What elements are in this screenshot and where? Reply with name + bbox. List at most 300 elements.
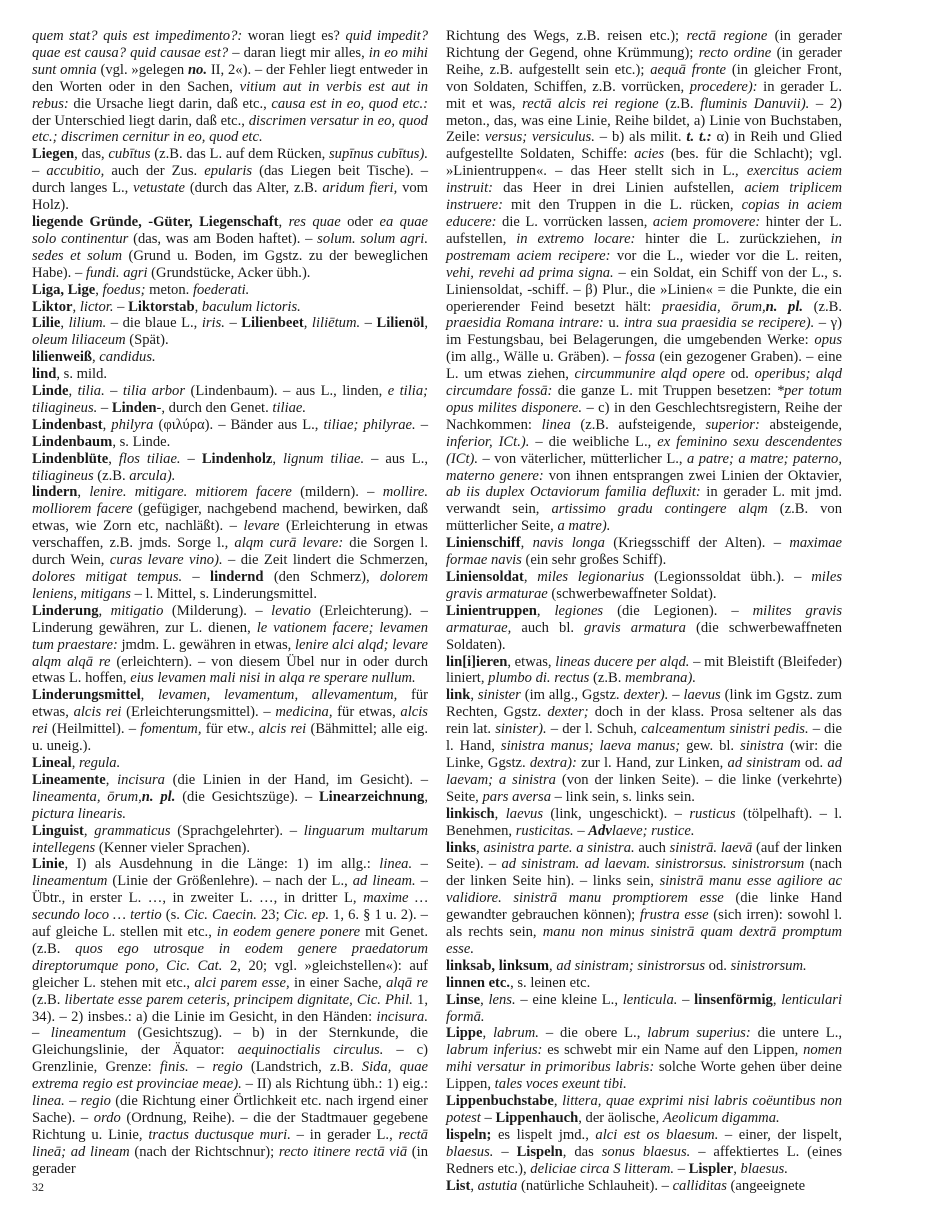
entry-text: (s. <box>161 907 184 924</box>
latin-term: alci est os blaesum. <box>595 1126 719 1143</box>
entry-text: – l. Mittel, s. Linderungsmittel. <box>130 585 317 602</box>
latin-term: linea. <box>379 856 413 873</box>
dictionary-entry <box>32 772 428 823</box>
entry-text: , <box>102 416 112 433</box>
entry-text: – <box>493 1143 517 1160</box>
entry-text: in gerader L. mit jmd. verwandt sein, <box>446 484 842 518</box>
latin-term: ad lineam. <box>352 873 416 890</box>
headword: Linden <box>111 399 157 416</box>
latin-term: sinister <box>477 687 521 704</box>
entry-text: (Heilmittel). – <box>47 721 141 738</box>
entry-text: (die Gesichtszüge). – <box>175 788 319 805</box>
entry-text: (link, ungeschickt). – <box>543 805 690 822</box>
entry-text: – <box>360 315 377 332</box>
headword: lilienweiß <box>32 349 92 366</box>
latin-term: grammaticus <box>94 822 171 839</box>
entry-text: woran liegt es? <box>242 28 346 44</box>
entry-text: – <box>224 315 242 332</box>
latin-term: recto ordine <box>698 44 772 61</box>
latin-term: lignum tiliae. <box>283 450 365 467</box>
headword: lindern <box>32 484 78 501</box>
latin-term: miles gravis armaturae <box>446 569 842 602</box>
entry-text: (tölpelhaft). – l. Benehmen, <box>446 805 842 839</box>
latin-term: medicina, <box>275 704 333 721</box>
latin-term: pars aversa <box>482 788 551 805</box>
latin-term: maxime … secundo loco … tertio <box>32 890 428 924</box>
latin-term: incisura <box>117 771 165 788</box>
entry-text: , <box>72 298 80 315</box>
latin-term: deliciae circa S litteram. <box>530 1160 675 1177</box>
latin-term: manu non minus sinistrā quam dextrā promptum esse. <box>446 924 842 957</box>
latin-term: dexter; <box>547 704 589 721</box>
entry-text: – <box>480 1110 496 1126</box>
latin-term: levatio <box>271 602 311 619</box>
entry-text: – <box>188 1059 213 1076</box>
dictionary-entry <box>32 299 428 316</box>
latin-term: regula. <box>79 754 121 771</box>
latin-term: epularis <box>204 163 253 180</box>
latin-term: aridum fieri, <box>322 180 398 197</box>
headword: lindernd <box>210 569 264 585</box>
latin-term: res quae <box>288 213 341 230</box>
latin-term: in eo mihi sunt omnia <box>32 44 428 78</box>
headword: linnen etc. <box>446 974 511 991</box>
entry-text: (durch das Alter, z.B. <box>185 180 323 197</box>
left-column <box>32 28 428 1176</box>
latin-term: calliditas <box>672 1177 727 1194</box>
entry-text: – einer, der lispelt, <box>718 1126 842 1143</box>
latin-term: littera, quae exprimi nisi labris coëuntibus non potest <box>446 1093 842 1126</box>
entry-text: , etwas, <box>507 653 556 670</box>
latin-term: sonus blaesus. <box>601 1143 691 1160</box>
entry-text: (Bähmittel; alle eig. u. uneig.). <box>32 721 428 755</box>
dictionary-entry <box>446 992 842 1026</box>
entry-text: – <box>677 991 695 1008</box>
headword: Liktorstab <box>128 298 195 315</box>
entry-text: – <box>412 856 428 873</box>
entry-text: -, durch den Genet. <box>156 399 273 416</box>
entry-text: es schwebt mir ein Name auf den Lippen, <box>542 1042 804 1059</box>
latin-term: le vationem facere; levamen tum praestare: <box>32 619 429 653</box>
entry-text: 1, 6. § 1 u. 2). – auf gleiche L. stellen mit etc., <box>32 907 428 941</box>
entry-text: (Legionssoldat übh.). – <box>644 569 812 585</box>
entry-text: , <box>98 602 111 619</box>
dictionary-entry <box>32 28 428 146</box>
latin-term: alqm curā levare: <box>234 535 344 552</box>
entry-text: , <box>303 315 312 332</box>
entry-text: – <box>415 416 428 433</box>
latin-term: rusticus <box>689 805 736 822</box>
dictionary-entry <box>32 687 428 755</box>
entry-text: , <box>108 450 119 467</box>
grammar-marker: Adv <box>588 822 612 839</box>
entry-text: für etwas, <box>32 687 429 721</box>
entry-text: (Grund u. Boden, im Ggstz. zu der beweglichen Habe). – <box>32 247 428 281</box>
latin-term: quos ego utrosque in eodem genere praedatorum direptorumque pono, Cic. Cat. <box>32 940 428 974</box>
entry-text: – eine kleine L., <box>515 991 623 1008</box>
latin-term: labrum. <box>493 1025 539 1042</box>
entry-text: α) in Reih und Glied aufgestellte Soldaten, Schiffe: <box>446 129 842 163</box>
latin-term: astutia <box>477 1177 518 1194</box>
entry-text: (z.B. <box>658 95 701 112</box>
dictionary-entry <box>446 1025 842 1093</box>
headword: List <box>446 1177 471 1194</box>
entry-text: gew. bl. <box>680 738 741 755</box>
entry-text: (in gerader <box>32 1143 429 1177</box>
headword: Liniensoldat <box>446 569 524 585</box>
entry-text: vom Holz). <box>32 180 429 214</box>
latin-term: sinistrorsum. <box>730 957 807 974</box>
entry-text: , <box>77 484 90 501</box>
latin-term: laevus <box>505 805 544 822</box>
latin-term: Aeolicum digamma. <box>662 1110 780 1126</box>
entry-text: , der äolische, <box>578 1110 663 1126</box>
dictionary-entry <box>32 603 428 688</box>
dictionary-entry <box>446 603 842 654</box>
headword: Linearzeichnung <box>318 788 425 805</box>
latin-term: supīnus cubītus). – accubitio, <box>32 146 428 180</box>
headword: Lilie <box>32 315 61 332</box>
latin-term: aciem triplicem instruere: <box>446 180 843 214</box>
entry-text: , <box>733 1160 741 1177</box>
entry-text: (z.B. <box>93 467 130 484</box>
latin-term: navis longa <box>532 535 605 552</box>
right-column <box>446 28 843 1194</box>
entry-text: hinter der L. aufstellen, <box>446 213 843 247</box>
dictionary-entry <box>32 823 428 857</box>
headword: links <box>446 839 477 856</box>
latin-term: foedus; <box>102 281 146 298</box>
entry-text: auch der Zus. <box>104 163 205 180</box>
entry-text: von ihnen entsprangen zwei Linien der Oktavier, <box>543 467 842 484</box>
entry-text: , <box>92 349 100 366</box>
latin-term: membrana). <box>625 670 696 687</box>
entry-text: – <box>32 1025 51 1042</box>
dictionary-entry <box>32 282 428 299</box>
latin-term: miles legionarius <box>537 569 645 585</box>
latin-term: frustra esse <box>639 907 709 924</box>
latin-term: lineamentum <box>50 1025 127 1042</box>
headword: Lilienbeet <box>241 315 304 332</box>
entry-text: die Ursache liegt darin, daß etc., <box>68 95 272 112</box>
latin-term: ad laevam; a sinistra <box>446 754 842 788</box>
latin-term: linea <box>541 416 571 433</box>
headword: Linde <box>32 383 69 400</box>
latin-term: flos tiliae. <box>118 450 181 467</box>
latin-term: tiliae. <box>272 399 307 416</box>
entry-text: hinter die L. zurückziehen, <box>635 230 831 247</box>
entry-text: , <box>424 315 428 332</box>
grammar-marker: n. pl. <box>141 788 176 805</box>
latin-term: solum. solum agri. sedes et solum <box>32 230 429 264</box>
entry-text: , s. leinen etc. <box>510 974 591 991</box>
latin-term: blaesus. <box>740 1160 788 1177</box>
latin-term: superior: <box>705 416 760 433</box>
latin-term: foederati. <box>192 281 250 298</box>
entry-text: (sich irren): sowohl l. als rechts sein, <box>446 907 843 941</box>
latin-term: alcis rei <box>73 704 122 721</box>
latin-term: quid impedit? quae est causa? quid causae est? <box>32 28 428 61</box>
latin-term: sinistrā. laevā <box>669 839 753 856</box>
entry-text: , <box>536 602 555 619</box>
headword: Lilienöl <box>376 315 425 332</box>
latin-term: quem stat? quis est impedimento?: <box>32 28 243 44</box>
entry-text: absteigende, <box>759 416 842 433</box>
entry-text: (Kenner vieler Sprachen). <box>95 839 251 856</box>
latin-term: oleum liliaceum <box>32 332 126 349</box>
entry-text: (Milderung). – <box>163 602 272 619</box>
entry-text: (Kriegsschiff der Alten). – <box>604 535 790 552</box>
dictionary-entry <box>446 28 842 535</box>
entry-text: (in gerader Richtung der Gegend, ohne Krümmung); <box>446 28 842 61</box>
headword: lin[i]ieren <box>446 653 508 670</box>
entry-text: solche Worte gehen über deine Lippen, <box>446 1059 843 1093</box>
dictionary-entry <box>32 349 428 366</box>
entry-text: oder <box>340 213 380 230</box>
latin-term: praesidia, ōrum, <box>661 298 766 315</box>
headword: linkisch <box>446 805 495 822</box>
entry-text: mit den Truppen in die L. rücken, <box>503 197 742 214</box>
latin-term: opus <box>814 332 842 349</box>
page-number: 32 <box>32 1180 44 1194</box>
latin-term: procedere): <box>689 78 758 95</box>
grammar-marker: t. t.: <box>686 129 712 146</box>
latin-term: fomentum, <box>140 721 202 738</box>
entry-text: – affektiertes L. (eines Redners etc.), <box>446 1143 843 1177</box>
entry-text: , s. Linde. <box>112 433 171 450</box>
latin-term: Cic. ep. <box>283 907 330 924</box>
headword: Linientruppen <box>446 602 537 619</box>
entry-text: – mit Bleistift (Bleifeder) liniert, <box>446 653 842 687</box>
entry-text: , <box>424 788 428 805</box>
entry-text: (ein gezogener Graben). – eine L. um etwas ziehen, <box>446 349 842 383</box>
latin-term: lenticula. <box>622 991 678 1008</box>
entry-text: , <box>105 771 118 788</box>
entry-text: (Erleichterung). – Linderung gewähren, zur L. dienen, <box>32 602 428 636</box>
latin-term: rusticitas. <box>515 822 574 839</box>
entry-text: (schwerbewaffneter Soldat). <box>547 585 717 602</box>
latin-term: praesidia Romana intrare: <box>446 315 604 332</box>
entry-text: , <box>480 991 489 1008</box>
latin-term: lilium. <box>68 315 107 332</box>
entry-text: (z.B. <box>803 298 842 315</box>
headword: Lineal <box>32 754 72 771</box>
entry-text: – daran liegt mir alles, <box>228 44 369 61</box>
entry-text: , <box>140 687 158 704</box>
dictionary-entry <box>32 366 428 383</box>
entry-text: in gerader L. mit et was, <box>446 78 842 112</box>
dictionary-entry <box>446 1178 842 1195</box>
latin-term: finis. <box>159 1059 189 1076</box>
latin-term: vetustate <box>133 180 186 197</box>
latin-term: sinistra <box>740 738 784 755</box>
entry-text: (Sprachgelehrter). – <box>170 822 304 839</box>
latin-term: sinistrā manu esse agiliore ac validiore. sinistrā manu promptiorem esse <box>446 873 843 907</box>
latin-term: maximae formae navis <box>446 535 843 569</box>
latin-term: fundi. agri <box>85 264 148 281</box>
headword: Lineamente <box>32 771 106 788</box>
headword: Linderungsmittel <box>32 687 141 704</box>
latin-term: alci parem esse, <box>194 974 290 991</box>
entry-text: für etw., <box>201 721 259 738</box>
latin-term: dextra): <box>529 754 577 771</box>
entry-text: – 2) meton., das, was eine Linie, Reihe bildet, a) Linie von Buchstaben, Zeile: <box>446 95 842 146</box>
entry-text: die untere L., <box>750 1025 842 1042</box>
latin-term: incisura. <box>376 1008 428 1025</box>
latin-term: tiliae; philyrae. <box>323 416 416 433</box>
entry-text: (z.B. das L. auf dem Rücken, <box>150 146 329 163</box>
entry-text: (mildern). – <box>291 484 383 501</box>
latin-term: liliētum. <box>311 315 361 332</box>
latin-term: linea. <box>32 1093 65 1110</box>
latin-term: ad sinistram. ad laevam. sinistrorsus. sinistrorsum <box>501 856 805 873</box>
latin-term: copias in aciem educere: <box>446 197 842 230</box>
dictionary-entry <box>446 840 842 958</box>
latin-term: lineamenta, ōrum, <box>32 788 142 805</box>
latin-term: fluminis Danuvii). <box>700 95 810 112</box>
entry-text: (im allg., Wälle u. Gräben). – <box>446 349 626 366</box>
latin-term: in extremo locare: <box>516 230 636 247</box>
entry-text: die L. vorrücken lassen, <box>496 213 653 230</box>
entry-text: – II) als Richtung übh.: 1) eig.: <box>241 1076 428 1093</box>
latin-term: discrimen versatur in eo, quod etc.; discrimen cernitur in eo, quod etc. <box>32 112 428 146</box>
dictionary-entry <box>446 1127 842 1178</box>
entry-text: in einer Sache, <box>289 974 387 991</box>
entry-text: – <box>180 450 202 467</box>
entry-text: – <box>573 822 589 839</box>
latin-term: laeve; rustice. <box>611 822 695 839</box>
entry-text: , <box>553 1093 563 1110</box>
entry-text: (Landstrich, z.B. <box>242 1059 362 1076</box>
entry-text: (Linie der Größenlehre). – nach der L., <box>107 873 353 890</box>
latin-term: rectā regione <box>686 28 768 44</box>
entry-text: (Spät). <box>125 332 169 349</box>
headword: Liga, Lige <box>32 281 96 298</box>
headword: Linse <box>446 991 481 1008</box>
latin-term: circummunire alqd opere <box>574 366 726 383</box>
entry-text: (Erleichterung in etwas verschaffen, z.B. jmds. Sorge l., <box>32 518 428 552</box>
latin-term: sinister). <box>495 721 547 738</box>
entry-text: , <box>772 991 782 1008</box>
headword: Linie <box>32 856 65 873</box>
entry-text: jmdm. L. gewähren in etwas, <box>117 636 295 653</box>
latin-term: tiliagineus <box>32 467 94 484</box>
headword: Linguist <box>32 822 84 839</box>
entry-text: – c) Grenzlinie, Grenze: <box>32 1042 428 1076</box>
entry-text: auch bl. <box>511 619 585 636</box>
latin-term: gravis armatura <box>584 619 686 636</box>
entry-text: (natürliche Schlauheit). – <box>517 1177 673 1194</box>
entry-text: (Ordnung, Reihe). – die der Stadtmauer gegebene Richtung u. Linie, <box>32 1110 428 1143</box>
entry-text: (wir: die Linke, Ggstz. <box>446 738 842 771</box>
latin-term: regio <box>212 1059 243 1076</box>
latin-term: lictor. <box>79 298 114 315</box>
entry-text: (in gleicher Front, von Soldaten, Schiffen, z.B. vorrücken, <box>446 61 842 95</box>
entry-text: (das, was am Boden haftet). – <box>128 230 318 247</box>
latin-term: a patre; a matre; paterno, materno genere: <box>446 450 842 484</box>
latin-term: libertate esse parem ceteris, principem dignitate, Cic. Phil. <box>64 991 413 1008</box>
latin-term: lenire. mitigare. mitiorem facere <box>89 484 292 501</box>
entry-text: (φιλύρα). – Bänder aus L., <box>153 416 324 433</box>
entry-text: , <box>278 213 289 230</box>
latin-term: Sida, quae extrema regio est provinciae meae). <box>32 1059 428 1093</box>
headword: lispeln; <box>446 1126 492 1143</box>
dictionary-entry <box>446 535 842 569</box>
latin-term: alcis rei <box>258 721 307 738</box>
entry-text: , <box>523 569 538 585</box>
latin-term: tilia arbor <box>122 383 186 400</box>
entry-text: (von der linken Seite). – die linke (verkehrte) Seite, <box>446 771 842 805</box>
latin-term: lineamentum <box>32 873 108 890</box>
entry-text: mit Genet. (z.B. <box>32 924 428 957</box>
latin-term: calceamentum sinistri pedis. <box>641 721 809 738</box>
entry-text: , <box>482 1025 494 1042</box>
latin-term: dexter). <box>623 687 669 704</box>
entry-text: der Unterschied liegt darin, daß etc., <box>32 112 249 129</box>
headword: linksab, linksum <box>446 957 550 974</box>
entry-text: (die Legionen). – <box>603 602 753 619</box>
entry-text: (z.B. von mütterlicher Seite, <box>446 501 842 535</box>
entry-text: (die linke Hand gewandter gebrauchen können); <box>446 890 842 924</box>
latin-term: a matre). <box>557 518 611 535</box>
entry-text: (Grundstücke, Acker übh.). <box>147 264 311 281</box>
headword: Lippe <box>446 1025 483 1042</box>
headword: Lispeln <box>516 1143 563 1160</box>
latin-term: in eodem genere ponere <box>216 924 361 941</box>
latin-term: levare <box>243 518 280 535</box>
latin-term: pictura linearis. <box>32 805 127 822</box>
headword: Lispler <box>688 1160 734 1177</box>
latin-term: rectā alcis rei regione <box>522 95 659 112</box>
entry-text: – die weibliche L., <box>529 433 658 450</box>
grammar-marker: n. pl. <box>765 298 804 315</box>
entry-text: , s. mild. <box>56 366 108 383</box>
entry-text: od. <box>705 957 731 974</box>
entry-text: (vgl. »gelegen <box>96 61 188 78</box>
latin-term: vehi, revehi ad prima signa. <box>446 264 614 281</box>
dictionary-entry <box>32 484 428 602</box>
entry-text: , <box>549 957 557 974</box>
entry-text: für etwas, <box>332 704 401 721</box>
entry-text: – <box>182 569 211 585</box>
latin-term: labrum superius: <box>647 1025 751 1042</box>
dictionary-entry <box>32 383 428 417</box>
latin-term: dolores mitigat tempus. <box>32 569 183 585</box>
headword: Lippenbuchstabe <box>446 1093 554 1110</box>
entry-text: , <box>68 383 78 400</box>
dictionary-entry <box>32 856 428 1177</box>
latin-term: causa est in eo, quod etc.: <box>271 95 428 112</box>
entry-text: die Sorgen l. durch Wein, <box>32 535 428 569</box>
entry-text: (Gesichtszug). – b) in der Sternkunde, die Gleichungslinie, der Äquator: <box>32 1025 428 1059</box>
entry-text: – b) als milit. <box>594 129 687 146</box>
entry-text: – die blaue L., <box>106 315 202 332</box>
latin-term: aciem promovere: <box>652 213 761 230</box>
latin-term: operibus; alqd circumdare fossā: <box>446 366 842 400</box>
entry-text: das Heer in drei Linien aufstellen, <box>493 180 745 197</box>
entry-text: auch <box>634 839 670 856</box>
latin-term: milites gravis armaturae, <box>446 602 842 636</box>
entry-text: (gefügiger, nachgebend machend, bewirken, daß etwas, wie Zorn etc, nachläßt). – <box>32 501 428 535</box>
entry-text: (auf der linken Seite). – <box>446 839 842 873</box>
headword: lind <box>32 366 57 383</box>
latin-term: alqā re <box>386 974 428 991</box>
entry-text: (Erleichterungsmittel). – <box>121 704 276 721</box>
entry-text: , <box>476 839 484 856</box>
latin-term: Cic. Caecin. <box>183 907 257 924</box>
entry-text: (nach der Richtschnur); <box>129 1143 279 1160</box>
latin-term: blaesus. <box>446 1143 494 1160</box>
